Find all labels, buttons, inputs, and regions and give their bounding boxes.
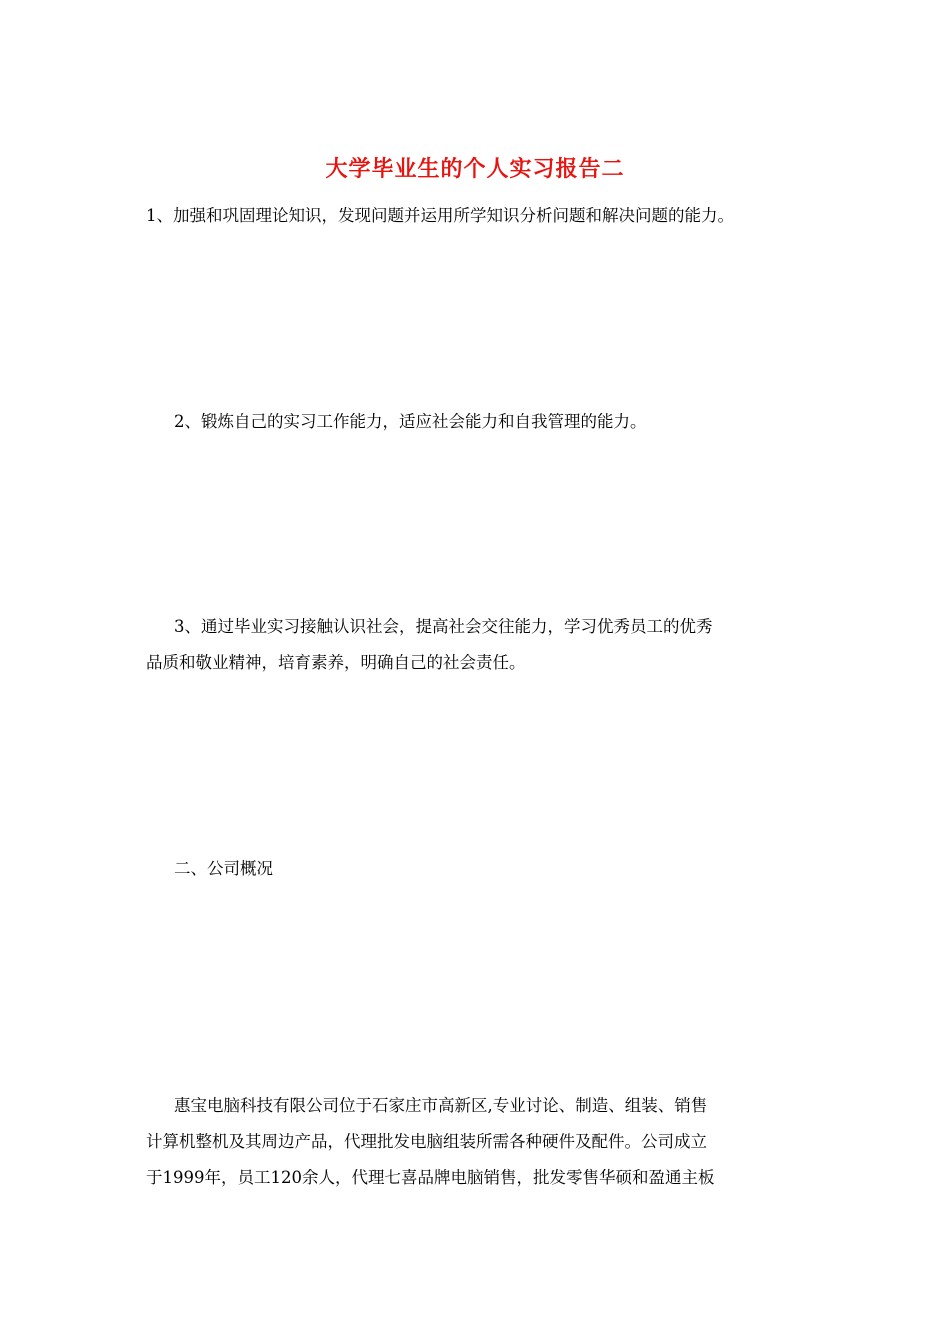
paragraph-line: 品质和敬业精神，培育素养，明确自己的社会责任。 (146, 653, 526, 672)
paragraph-goal-1 (146, 198, 806, 234)
paragraph-line: 3、通过毕业实习接触认识社会，提高社会交往能力，学习优秀员工的优秀 (174, 617, 713, 636)
paragraph-goal-3 (146, 609, 806, 681)
paragraph-line: 2、锻炼自己的实习工作能力，适应社会能力和自我管理的能力。 (174, 412, 647, 431)
document-title: 大学毕业生的个人实习报告二 (325, 157, 625, 182)
paragraph-goal-2 (146, 404, 806, 440)
paragraph-line: 1、加强和巩固理论知识，发现问题并运用所学知识分析问题和解决问题的能力。 (146, 206, 734, 225)
section-heading-company-overview (146, 851, 806, 887)
paragraph-company-description (146, 1088, 806, 1196)
paragraph-line: 计算机整机及其周边产品，代理批发电脑组装所需各种硬件及配件。公司成立 (146, 1132, 707, 1151)
section-heading-text: 二、公司概况 (174, 859, 273, 878)
paragraph-line: 于1999年，员工120余人，代理七喜品牌电脑销售，批发零售华硕和盈通主板 (146, 1168, 715, 1187)
paragraph-line: 惠宝电脑科技有限公司位于石家庄市高新区,专业讨论、制造、组装、销售 (174, 1096, 708, 1115)
